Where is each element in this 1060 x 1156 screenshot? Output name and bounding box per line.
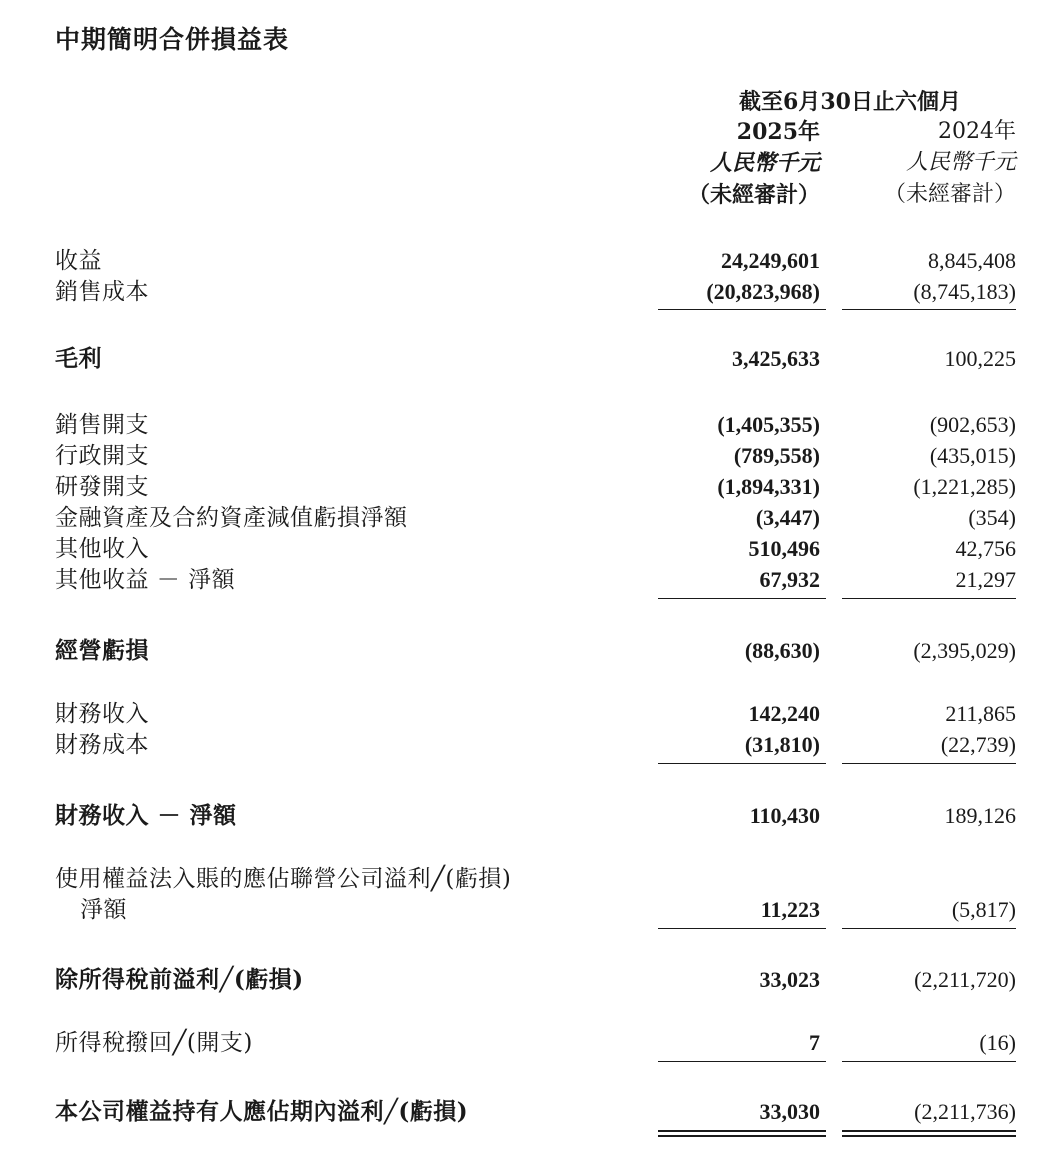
row-label-selling-expenses: 銷售開支 (55, 412, 149, 438)
row-label-operating-loss: 經營虧損 (55, 637, 149, 664)
audit-header-2024: （未經審計） (883, 182, 1016, 207)
row-label-impairment-losses: 金融資產及合約資產減值虧損淨額 (55, 505, 408, 531)
row-value-operating-loss-2024: (2,395,029) (913, 638, 1016, 663)
row-value-profit-before-tax-2024: (2,211,720) (914, 967, 1016, 992)
row-value-finance-costs-2025: (31,810) (744, 732, 820, 757)
unit-header-2024: 人民幣千元 (905, 150, 1016, 175)
row-label-admin-expenses: 行政開支 (55, 443, 149, 469)
row-label-rnd-expenses: 研發開支 (55, 474, 149, 500)
row-label-cost-of-sales: 銷售成本 (55, 279, 149, 305)
subtotal-rule (842, 928, 1016, 929)
row-value-share-of-associates-2024: (5,817) (951, 897, 1016, 922)
unit-header-2025: 人民幣千元 (709, 150, 820, 176)
period-header: 截至6月30日止六個月 (739, 89, 961, 115)
row-value-rnd-expenses-2025: (1,894,331) (717, 474, 820, 499)
year-header-2025: 2025年 (736, 119, 820, 145)
row-value-selling-expenses-2024: (902,653) (929, 412, 1016, 437)
row-label-share-of-associates-cont: 淨額 (80, 897, 127, 923)
row-value-finance-costs-2024: (22,739) (940, 732, 1016, 757)
row-value-profit-for-period-2024: (2,211,736) (914, 1099, 1016, 1124)
row-value-operating-loss-2025: (88,630) (744, 638, 820, 663)
row-label-profit-before-tax: 除所得稅前溢利╱(虧損) (55, 966, 304, 993)
row-value-finance-income-net-2024: 189,126 (944, 803, 1016, 828)
subtotal-rule (658, 1061, 826, 1062)
total-double-rule (658, 1130, 826, 1137)
subtotal-rule (658, 309, 826, 310)
statement-title: 中期簡明合併損益表 (55, 25, 290, 54)
row-label-income-tax: 所得稅撥回╱(開支) (55, 1030, 253, 1056)
row-label-finance-income-net: 財務收入 － 淨額 (55, 802, 237, 829)
row-value-income-tax-2025: 7 (809, 1030, 820, 1055)
row-value-other-income-2024: 42,756 (955, 536, 1016, 561)
row-value-impairment-losses-2024: (354) (968, 505, 1016, 530)
row-value-admin-expenses-2025: (789,558) (733, 443, 820, 468)
row-label-revenue: 收益 (55, 248, 102, 274)
row-value-share-of-associates-2025: 11,223 (760, 897, 820, 922)
row-label-finance-income: 財務收入 (55, 701, 149, 727)
row-value-cost-of-sales-2024: (8,745,183) (913, 279, 1016, 304)
year-header-2024: 2024年 (938, 119, 1016, 144)
subtotal-rule (658, 598, 826, 599)
row-label-finance-costs: 財務成本 (55, 732, 149, 758)
row-value-income-tax-2024: (16) (979, 1030, 1016, 1055)
row-value-revenue-2025: 24,249,601 (721, 248, 820, 273)
row-value-other-gains-net-2025: 67,932 (759, 567, 820, 592)
row-value-gross-profit-2025: 3,425,633 (732, 346, 820, 371)
row-label-gross-profit: 毛利 (55, 345, 102, 372)
subtotal-rule (842, 598, 1016, 599)
subtotal-rule (842, 309, 1016, 310)
subtotal-rule (842, 763, 1016, 764)
row-value-impairment-losses-2025: (3,447) (755, 505, 820, 530)
row-value-finance-income-2025: 142,240 (748, 701, 820, 726)
row-value-admin-expenses-2024: (435,015) (929, 443, 1016, 468)
total-double-rule (842, 1130, 1016, 1137)
row-value-gross-profit-2024: 100,225 (944, 346, 1016, 371)
row-value-rnd-expenses-2024: (1,221,285) (913, 474, 1016, 499)
row-value-selling-expenses-2025: (1,405,355) (717, 412, 820, 437)
row-value-profit-before-tax-2025: 33,023 (759, 967, 820, 992)
row-value-profit-for-period-2025: 33,030 (759, 1099, 820, 1124)
row-value-other-income-2025: 510,496 (748, 536, 820, 561)
row-value-revenue-2024: 8,845,408 (928, 248, 1016, 273)
row-value-cost-of-sales-2025: (20,823,968) (706, 279, 820, 304)
subtotal-rule (842, 1061, 1016, 1062)
row-value-finance-income-net-2025: 110,430 (749, 803, 820, 828)
row-value-other-gains-net-2024: 21,297 (955, 567, 1016, 592)
audit-header-2025: （未經審計） (687, 182, 820, 208)
row-label-share-of-associates: 使用權益法入賬的應佔聯營公司溢利╱(虧損) (55, 866, 512, 892)
subtotal-rule (658, 928, 826, 929)
subtotal-rule (658, 763, 826, 764)
row-value-finance-income-2024: 211,865 (945, 701, 1016, 726)
row-label-profit-for-period: 本公司權益持有人應佔期內溢利╱(虧損) (55, 1098, 469, 1125)
row-label-other-gains-net: 其他收益 － 淨額 (55, 567, 236, 593)
row-label-other-income: 其他收入 (55, 536, 149, 562)
